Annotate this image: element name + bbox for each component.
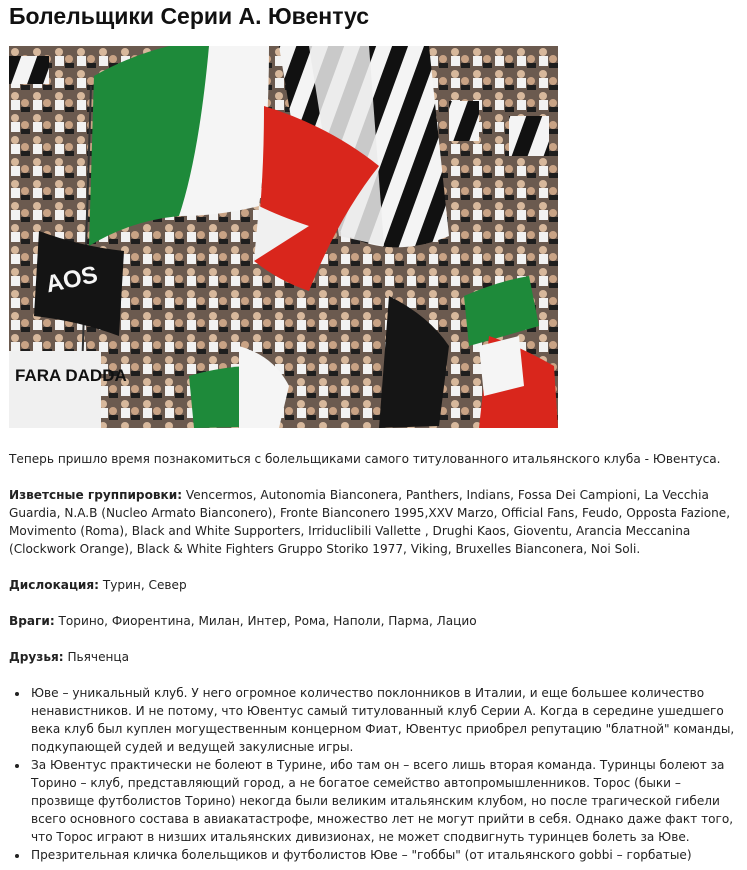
enemies-paragraph xyxy=(9,612,739,630)
list-item: • Юве – уникальный клуб. У него огромное количество поклонников в Италии, и еще большее количество ненавистников. И не потому, что Ювентус самый титулованный клуб Серии А. Когда в середине ушедшего века клуб был куплен могущественным концерном Фиат, Ювентус приобрел репутацию "блатной" команды, подкупающей судей и ведущей закулисные игры. xyxy=(29,684,739,756)
groups-text: Vencermos, Autonomia Bianconera, Panthers, Indians, Fossa Dei Campioni, La Vecchia Guardia, N.A.B (Nucleo Armato Bianconero), Fronte Bianconero 1995,XXV Marzo, Official Fans, Feudo, Opposta Fazione, Movimento (Roma), Black and White Supporters, Irriduclibili Vallette , Drughi Kaos, Gioventu, Arancia Meccanina (Clockwork Orange), Black & White Fighters Gruppo Storiko 1977, Viking, Bruxelles Bianconera, Noi Soli. xyxy=(9,488,731,556)
page-title: Болельщики Серии А. Ювентус xyxy=(9,3,370,29)
fans-photo xyxy=(9,46,558,428)
enemies-text: Торино, Фиорентина, Милан, Интер, Рома, Наполи, Парма, Лацио xyxy=(54,614,477,628)
groups-label: Изветсные группировки: xyxy=(9,488,183,502)
fara-dadda-banner-text: FARA DADDA xyxy=(15,366,127,385)
groups-paragraph xyxy=(9,486,739,558)
article-body xyxy=(9,450,739,864)
list-item: • За Ювентус практически не болеют в Турине, ибо там он – всего лишь вторая команда. Туринцы болеют за Торино – клуб, представляющий город, а не богатое семейство автопромышленников. Торос (быки – прозвище футболистов Торино) некогда были великим итальянским клубом, но после трагической гибели всего основного состава в авиакатастрофе, множество лет не могут прийти в себя. Однако даже факт того, что Торос играют в низших итальянских дивизионах, не может сподвигнуть туринцев болеть за Юве. xyxy=(29,756,739,846)
intro-paragraph: Теперь пришло время познакомиться с болельщиками самого титулованного итальянского клуба - Ювентуса. xyxy=(9,452,721,466)
facts-list xyxy=(9,684,739,864)
location-paragraph xyxy=(9,576,739,594)
friends-label: Друзья: xyxy=(9,650,64,664)
enemies-label: Враги: xyxy=(9,614,55,628)
location-label: Дислокация: xyxy=(9,578,99,592)
fans-photo-illustration xyxy=(9,46,558,428)
list-item: • Презрительная кличка болельщиков и футболистов Юве – "гоббы" (от итальянского gobbi – горбатые) xyxy=(29,846,739,864)
friends-text: Пьяченца xyxy=(63,650,130,664)
aos-banner-text: AOS xyxy=(43,261,101,299)
friends-paragraph xyxy=(9,648,739,666)
location-text: Турин, Север xyxy=(99,578,187,592)
